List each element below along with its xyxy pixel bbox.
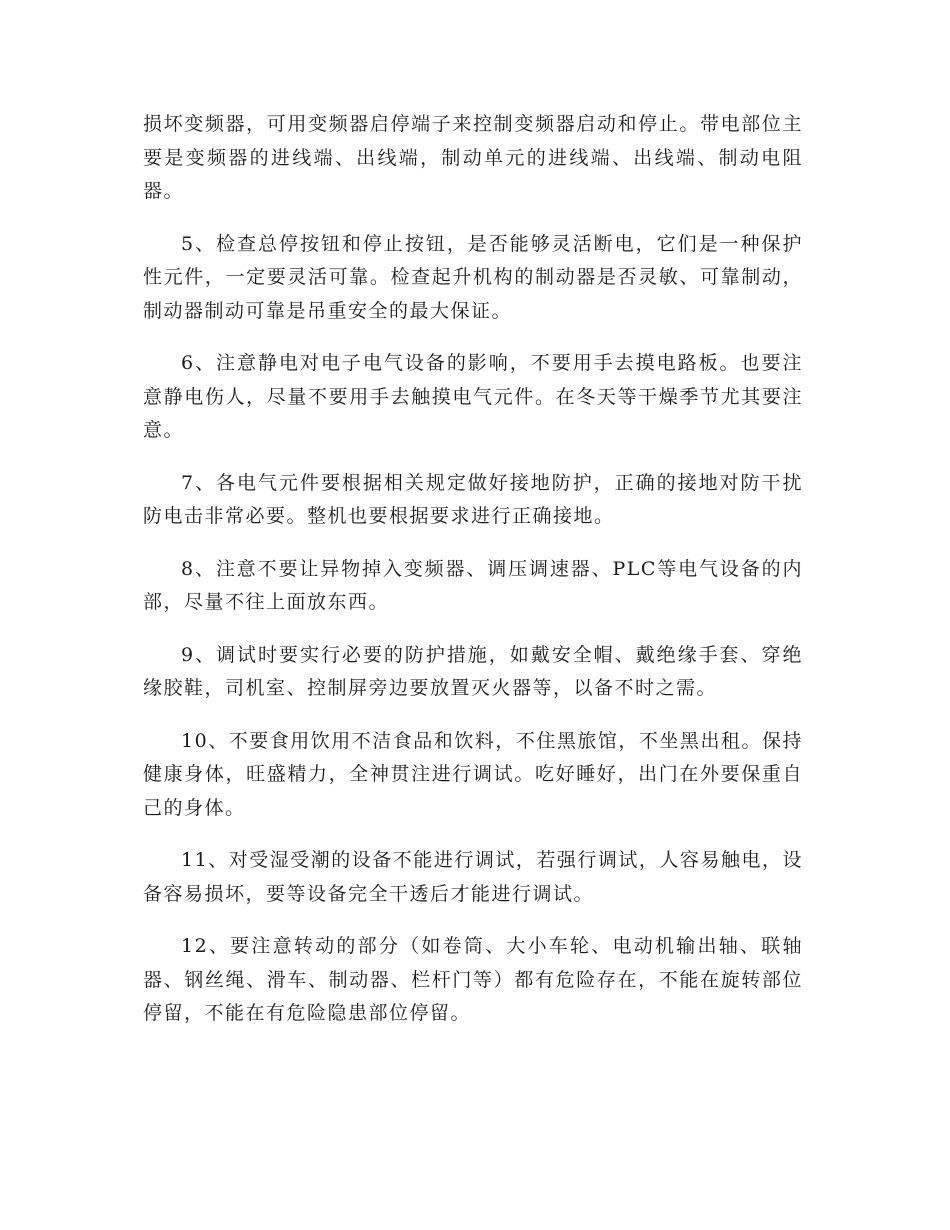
paragraph-item-6: 6、注意静电对电子电气设备的影响，不要用手去摸电路板。也要注意静电伤人，尽量不要用手去触摸电气元件。在冬天等干燥季节尤其要注意。 — [143, 352, 803, 441]
paragraph-item-8: 8、注意不要让异物掉入变频器、调压调速器、PLC等电气设备的内部，尽量不往上面放东西。 — [143, 557, 803, 613]
paragraph-item-10: 10、不要食用饮用不洁食品和饮料，不住黑旅馆，不坐黑出租。保持健康身体，旺盛精力，全神贯注进行调试。吃好睡好，出门在外要保重自己的身体。 — [143, 729, 803, 819]
paragraph-continued: 损坏变频器，可用变频器启停端子来控制变频器启动和停止。带电部位主要是变频器的进线端、出线端，制动单元的进线端、出线端、制动电阻器。 — [143, 113, 803, 202]
document-body — [143, 108, 803, 1050]
paragraph-item-7: 7、各电气元件要根据相关规定做好接地防护，正确的接地对防干扰防电击非常必要。整机也要根据要求进行正确接地。 — [143, 471, 803, 527]
paragraph-item-5: 5、检查总停按钮和停止按钮，是否能够灵活断电，它们是一种保护性元件，一定要灵活可靠。检查起升机构的制动器是否灵敏、可靠制动，制动器制动可靠是吊重安全的最大保证。 — [143, 232, 803, 322]
paragraph-item-11: 11、对受湿受潮的设备不能进行调试，若强行调试，人容易触电，设备容易损坏，要等设备完全干透后才能进行调试。 — [143, 849, 803, 905]
paragraph-item-9: 9、调试时要实行必要的防护措施，如戴安全帽、戴绝缘手套、穿绝缘胶鞋，司机室、控制屏旁边要放置灭火器等，以备不时之需。 — [143, 643, 803, 699]
paragraph-item-12: 12、要注意转动的部分（如卷筒、大小车轮、电动机输出轴、联轴器、钢丝绳、滑车、制动器、栏杆门等）都有危险存在，不能在旋转部位停留，不能在有危险隐患部位停留。 — [143, 935, 803, 1024]
